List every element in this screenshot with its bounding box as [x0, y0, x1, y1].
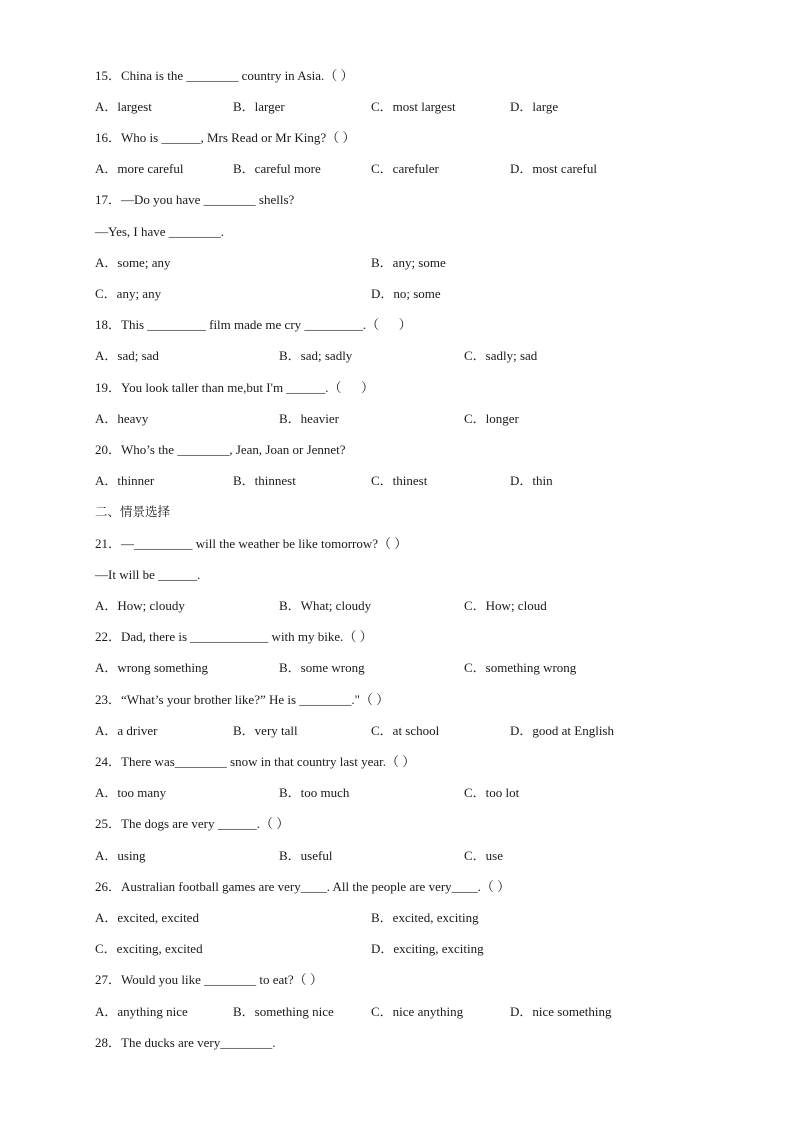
option-16-d[interactable]: D．most careful	[510, 161, 598, 176]
option-18-a[interactable]: A．sad; sad	[95, 348, 159, 363]
option-26-c[interactable]: C．exciting, excited	[95, 941, 203, 956]
section-title: 二、情景选择	[95, 504, 171, 519]
question-28: 28．The ducks are very________.	[95, 1035, 276, 1050]
option-19-b[interactable]: B．heavier	[279, 411, 339, 426]
option-26-a[interactable]: A．excited, excited	[95, 910, 199, 925]
question-26: 26．Australian football games are very____. All the people are very____.（ ）	[95, 879, 511, 894]
question-24: 24．There was________ snow in that country last year.（ ）	[95, 754, 416, 769]
option-15-c[interactable]: C．most largest	[371, 99, 456, 114]
question-15: 15．China is the ________ country in Asia.（ ）	[95, 68, 354, 83]
question-17: 17．—Do you have ________ shells?	[95, 192, 295, 207]
option-21-b[interactable]: B．What; cloudy	[279, 598, 372, 613]
option-24-b[interactable]: B．too much	[279, 785, 350, 800]
option-25-a[interactable]: A．using	[95, 848, 146, 863]
question-21: 21．—_________ will the weather be like tomorrow?（ ）	[95, 536, 408, 551]
option-27-b[interactable]: B．something nice	[233, 1004, 334, 1019]
option-15-d[interactable]: D．large	[510, 99, 559, 114]
option-20-b[interactable]: B．thinnest	[233, 473, 296, 488]
option-22-b[interactable]: B．some wrong	[279, 660, 365, 675]
option-17-b[interactable]: B．any; some	[371, 255, 446, 270]
option-20-d[interactable]: D．thin	[510, 473, 553, 488]
option-27-a[interactable]: A．anything nice	[95, 1004, 188, 1019]
question-25: 25．The dogs are very ______.（ ）	[95, 816, 290, 831]
option-24-c[interactable]: C．too lot	[464, 785, 520, 800]
option-16-a[interactable]: A．more careful	[95, 161, 184, 176]
option-17-d[interactable]: D．no; some	[371, 286, 441, 301]
option-16-c[interactable]: C．carefuler	[371, 161, 439, 176]
option-22-a[interactable]: A．wrong something	[95, 660, 209, 675]
question-23: 23．“What’s your brother like?” He is ________."（ ）	[95, 692, 390, 707]
option-21-c[interactable]: C．How; cloud	[464, 598, 547, 613]
option-27-c[interactable]: C．nice anything	[371, 1004, 464, 1019]
option-23-b[interactable]: B．very tall	[233, 723, 298, 738]
option-25-b[interactable]: B．useful	[279, 848, 333, 863]
option-25-c[interactable]: C．use	[464, 848, 504, 863]
option-19-c[interactable]: C．longer	[464, 411, 519, 426]
option-18-c[interactable]: C．sadly; sad	[464, 348, 538, 363]
option-18-b[interactable]: B．sad; sadly	[279, 348, 353, 363]
option-23-a[interactable]: A．a driver	[95, 723, 158, 738]
option-19-a[interactable]: A．heavy	[95, 411, 149, 426]
question-16: 16．Who is ______, Mrs Read or Mr King?（ ）	[95, 130, 356, 145]
question-21-reply: —It will be ______.	[95, 567, 201, 582]
question-17-reply: —Yes, I have ________.	[95, 224, 225, 239]
option-22-c[interactable]: C．something wrong	[464, 660, 577, 675]
option-15-a[interactable]: A．largest	[95, 99, 152, 114]
option-27-d[interactable]: D．nice something	[510, 1004, 612, 1019]
option-23-d[interactable]: D．good at English	[510, 723, 614, 738]
option-24-a[interactable]: A．too many	[95, 785, 167, 800]
option-26-d[interactable]: D．exciting, exciting	[371, 941, 484, 956]
question-27: 27．Would you like ________ to eat?（ ）	[95, 972, 323, 987]
option-17-c[interactable]: C．any; any	[95, 286, 162, 301]
option-21-a[interactable]: A．How; cloudy	[95, 598, 185, 613]
option-15-b[interactable]: B．larger	[233, 99, 285, 114]
option-16-b[interactable]: B．careful more	[233, 161, 321, 176]
question-20: 20．Who’s the ________, Jean, Joan or Jennet?	[95, 442, 346, 457]
option-17-a[interactable]: A．some; any	[95, 255, 171, 270]
option-26-b[interactable]: B．excited, exciting	[371, 910, 479, 925]
question-22: 22．Dad, there is ____________ with my bike.（ ）	[95, 629, 373, 644]
option-20-c[interactable]: C．thinest	[371, 473, 428, 488]
question-18: 18．This _________ film made me cry _________.（ ）	[95, 317, 412, 332]
option-20-a[interactable]: A．thinner	[95, 473, 155, 488]
question-19: 19．You look taller than me,but I'm ______.（ ）	[95, 380, 375, 395]
option-23-c[interactable]: C．at school	[371, 723, 440, 738]
